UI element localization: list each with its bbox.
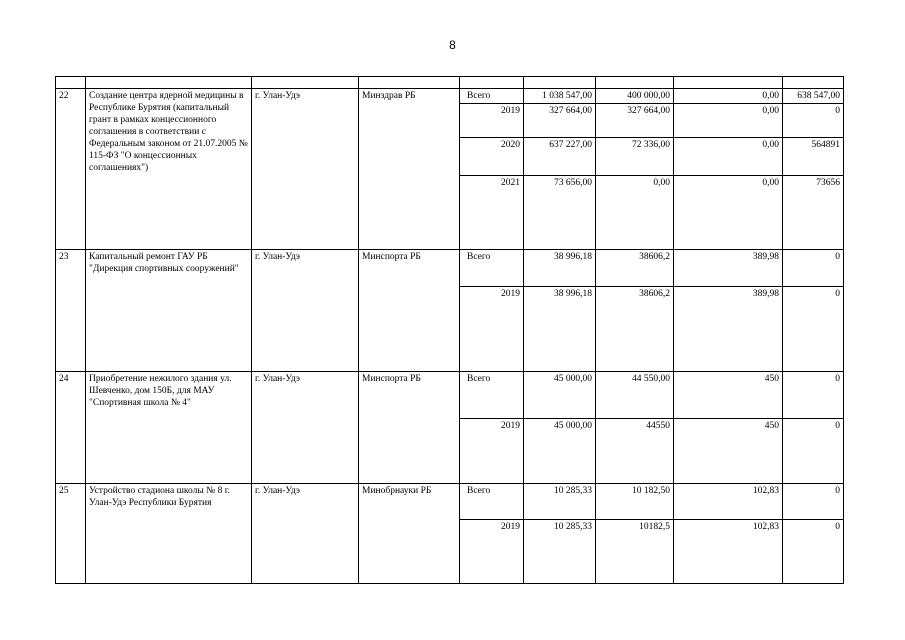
project-number: 22 [56, 89, 86, 250]
project-name: Устройство стадиона школы № 8 г. Улан-Удэ Республики Бурятия [86, 484, 252, 584]
page-number: 8 [449, 38, 456, 52]
year-cell: 2021 [460, 176, 524, 250]
federal-cell: 400 000,00 [596, 89, 674, 104]
total-cell: 73 656,00 [524, 176, 596, 250]
federal-cell: 38606,2 [596, 250, 674, 287]
regional-cell: 450 [674, 372, 783, 419]
regional-cell: 450 [674, 419, 783, 484]
project-org: Минспорта РБ [359, 372, 460, 484]
project-name: Приобретение нежилого здания ул. Шевченко, дом 150Б, для МАУ "Спортивная школа № 4" [86, 372, 252, 484]
project-number: 25 [56, 484, 86, 584]
regional-cell: 102,83 [674, 484, 783, 520]
table-row [56, 484, 844, 520]
total-cell: 45 000,00 [524, 372, 596, 419]
year-cell: 2019 [460, 287, 524, 372]
total-cell: 1 038 547,00 [524, 89, 596, 104]
project-name: Создание центра ядерной медицины в Республике Бурятия (капитальный грант в рамках концессионного соглашения в соответствии с Федеральным законом от 21.07.2005 № 115-ФЗ "О концессионных соглашениях") [86, 89, 252, 250]
project-org: Минспорта РБ [359, 250, 460, 372]
regional-cell: 0,00 [674, 176, 783, 250]
regional-cell: 0,00 [674, 138, 783, 176]
project-org: Минздрав РБ [359, 89, 460, 250]
federal-cell: 44550 [596, 419, 674, 484]
federal-cell: 0,00 [596, 176, 674, 250]
project-number: 23 [56, 250, 86, 372]
table-header-cell [359, 77, 460, 89]
federal-cell: 72 336,00 [596, 138, 674, 176]
table-header-cell [86, 77, 252, 89]
federal-cell: 10182,5 [596, 520, 674, 584]
federal-cell: 44 550,00 [596, 372, 674, 419]
project-number: 24 [56, 372, 86, 484]
table-header-cell [596, 77, 674, 89]
federal-cell: 10 182,50 [596, 484, 674, 520]
total-cell: 45 000,00 [524, 419, 596, 484]
federal-cell: 38606,2 [596, 287, 674, 372]
year-cell: Всего [460, 89, 524, 104]
year-cell: 2019 [460, 104, 524, 138]
table-header-cell [252, 77, 359, 89]
year-cell: Всего [460, 250, 524, 287]
federal-cell: 327 664,00 [596, 104, 674, 138]
other-cell: 0 [783, 484, 844, 520]
table-row [56, 89, 844, 104]
table-row [56, 250, 844, 287]
total-cell: 10 285,33 [524, 520, 596, 584]
table-header-cell [783, 77, 844, 89]
other-cell: 0 [783, 250, 844, 287]
other-cell: 638 547,00 [783, 89, 844, 104]
regional-cell: 102,83 [674, 520, 783, 584]
table-header-row [56, 77, 844, 89]
year-cell: 2020 [460, 138, 524, 176]
other-cell: 0 [783, 104, 844, 138]
regional-cell: 0,00 [674, 89, 783, 104]
table-row [56, 372, 844, 419]
table-header-cell [524, 77, 596, 89]
other-cell: 0 [783, 287, 844, 372]
project-place: г. Улан-Удэ [252, 372, 359, 484]
regional-cell: 0,00 [674, 104, 783, 138]
project-org: Минобрнауки РБ [359, 484, 460, 584]
other-cell: 0 [783, 520, 844, 584]
table-header-cell [674, 77, 783, 89]
regional-cell: 389,98 [674, 287, 783, 372]
project-place: г. Улан-Удэ [252, 250, 359, 372]
table-header-cell [460, 77, 524, 89]
total-cell: 38 996,18 [524, 250, 596, 287]
total-cell: 637 227,00 [524, 138, 596, 176]
budget-table [55, 76, 844, 584]
project-name: Капитальный ремонт ГАУ РБ "Дирекция спортивных сооружений" [86, 250, 252, 372]
year-cell: Всего [460, 484, 524, 520]
year-cell: Всего [460, 372, 524, 419]
other-cell: 73656 [783, 176, 844, 250]
other-cell: 564891 [783, 138, 844, 176]
regional-cell: 389,98 [674, 250, 783, 287]
project-place: г. Улан-Удэ [252, 484, 359, 584]
table-header-cell [56, 77, 86, 89]
project-place: г. Улан-Удэ [252, 89, 359, 250]
other-cell: 0 [783, 419, 844, 484]
other-cell: 0 [783, 372, 844, 419]
year-cell: 2019 [460, 419, 524, 484]
year-cell: 2019 [460, 520, 524, 584]
total-cell: 327 664,00 [524, 104, 596, 138]
total-cell: 10 285,33 [524, 484, 596, 520]
total-cell: 38 996,18 [524, 287, 596, 372]
